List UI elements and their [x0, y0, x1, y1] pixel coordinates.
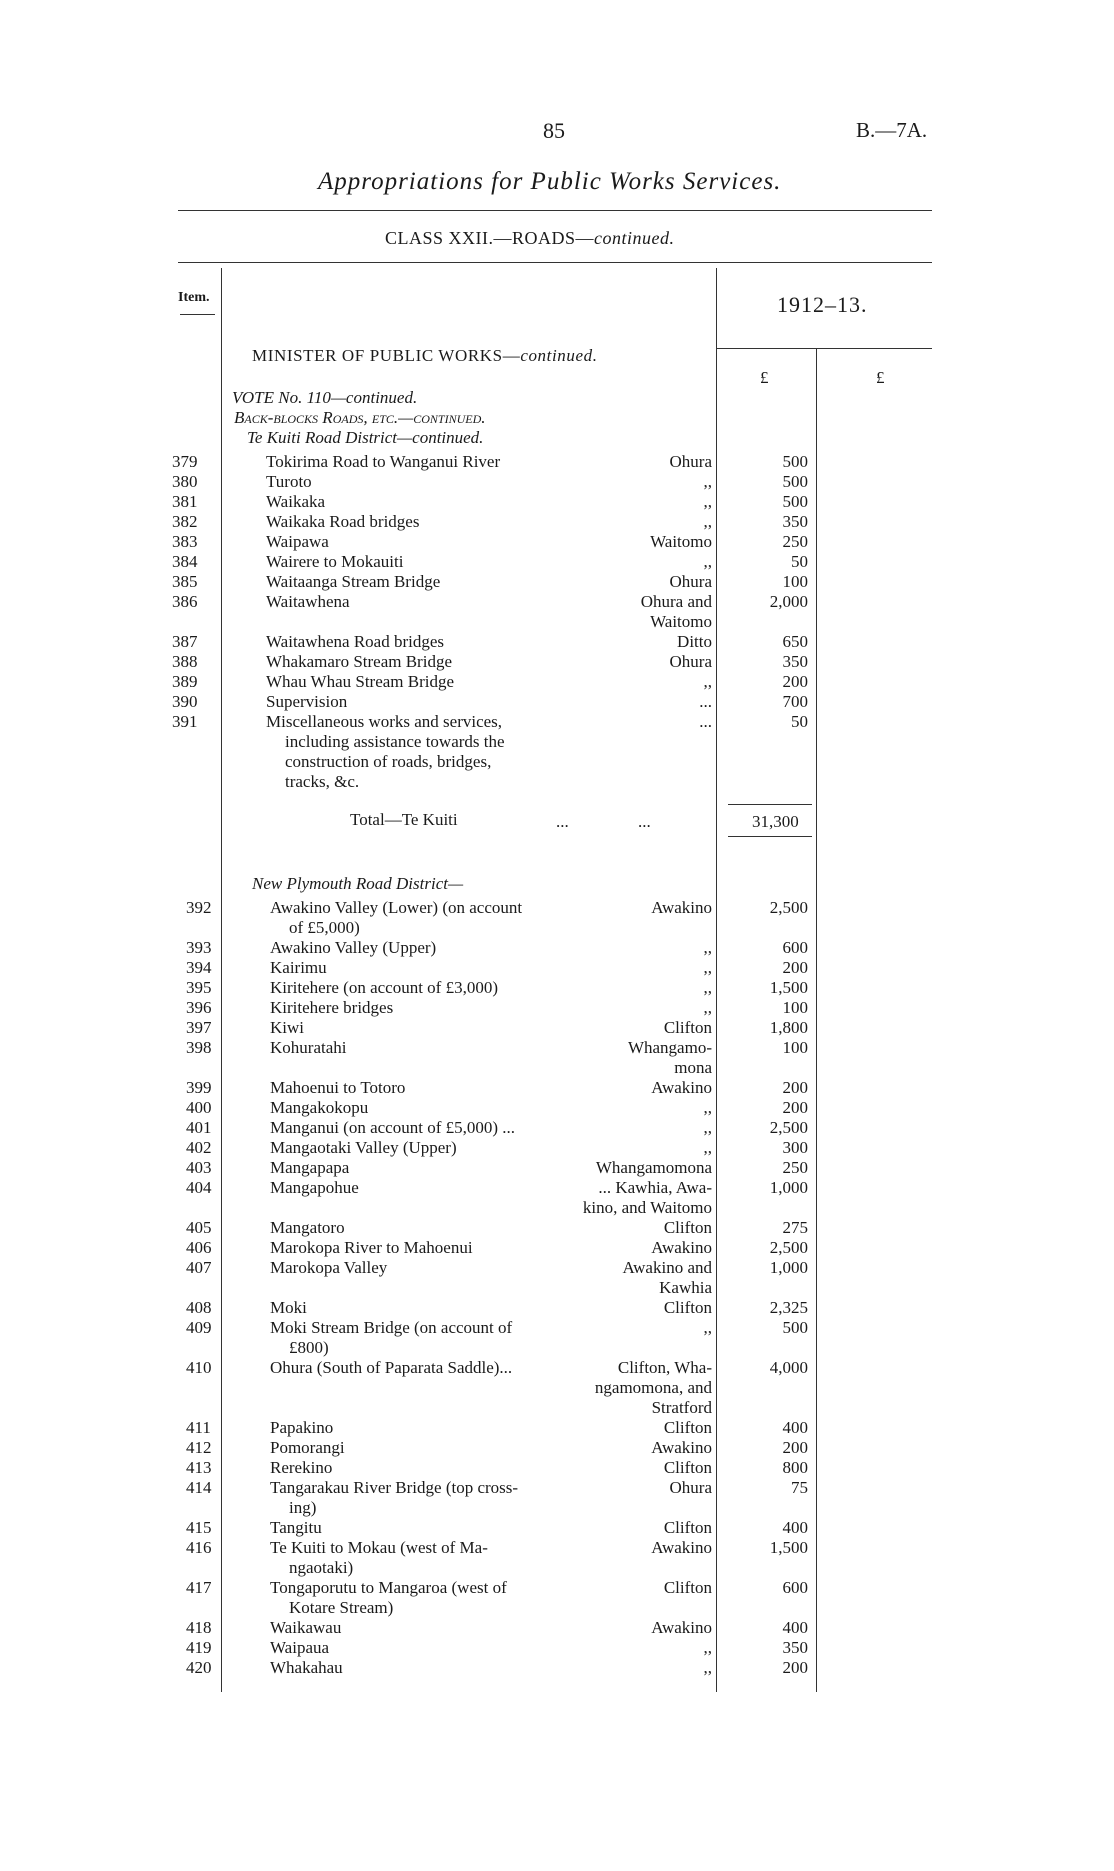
item-name: Awakino Valley (Upper) [270, 938, 437, 957]
electorate: Ohura and [640, 592, 712, 611]
total-te-kuiti-amount: 31,300 [752, 812, 799, 831]
item-name: Waikaka Road bridges [266, 512, 420, 531]
item-name: Mangapapa [270, 1158, 350, 1177]
electorate: ,, [703, 1318, 712, 1337]
electorate: ,, [703, 472, 712, 491]
dots: ... [556, 812, 569, 831]
item-number: 387 [172, 632, 198, 651]
item-name-line-2: ing) [289, 1498, 317, 1517]
item-number: 414 [186, 1478, 212, 1497]
item-name: Mangaotaki Valley (Upper) [270, 1138, 457, 1157]
misc-continuation-line: construction of roads, bridges, [285, 752, 492, 771]
item-number: 415 [186, 1518, 212, 1537]
electorate: Ohura [669, 1478, 712, 1497]
item-number: 400 [186, 1098, 212, 1117]
item-number: 411 [186, 1418, 211, 1437]
electorate-line-2: Kawhia [659, 1278, 712, 1297]
item-number: 408 [186, 1298, 212, 1317]
electorate: ,, [703, 512, 712, 531]
electorate: Clifton, Wha- [617, 1358, 712, 1377]
electorate-line-2: Waitomo [650, 612, 712, 631]
amount: 200 [782, 1078, 808, 1097]
total-te-kuiti-label: Total—Te Kuiti [350, 810, 458, 829]
electorate: Awakino and [622, 1258, 712, 1277]
page-number: 85 [543, 118, 565, 143]
item-number: 379 [172, 452, 198, 471]
item-number: 419 [186, 1638, 212, 1657]
amount: 800 [782, 1458, 808, 1477]
rule [178, 210, 932, 211]
electorate-line-2: ngamomona, and [594, 1378, 712, 1397]
item-number: 389 [172, 672, 198, 691]
te-kuiti-district-heading: Te Kuiti Road District—continued. [247, 428, 484, 447]
item-number: 390 [172, 692, 198, 711]
item-name: Waikawau [270, 1618, 342, 1637]
item-number: 401 [186, 1118, 212, 1137]
item-number: 384 [172, 552, 198, 571]
amount: 1,800 [769, 1018, 808, 1037]
amount: 1,000 [769, 1178, 808, 1197]
item-number: 409 [186, 1318, 212, 1337]
electorate: Whangamomona [595, 1158, 712, 1177]
amount: 650 [782, 632, 808, 651]
electorate: ,, [703, 1118, 712, 1137]
document-reference: B.—7A. [856, 118, 928, 142]
amount: 500 [782, 452, 808, 471]
item-name: Whakamaro Stream Bridge [266, 652, 452, 671]
item-name: Waitaanga Stream Bridge [266, 572, 441, 591]
item-name: Whau Whau Stream Bridge [266, 672, 455, 691]
item-number: 388 [172, 652, 198, 671]
item-name: Ohura (South of Paparata Saddle)... [270, 1358, 513, 1377]
item-name: Kiritehere (on account of £3,000) [270, 978, 498, 997]
minister-heading-main: MINISTER OF PUBLIC WORKS— [252, 346, 521, 365]
electorate: Clifton [663, 1418, 712, 1437]
amount: 2,500 [769, 898, 808, 917]
amount: 75 [791, 1478, 808, 1497]
electorate: Awakino [651, 1078, 712, 1097]
item-number: 410 [186, 1358, 212, 1377]
item-number: 417 [186, 1578, 212, 1597]
electorate: ... [699, 692, 712, 711]
item-name: Whakahau [270, 1658, 343, 1677]
amount: 200 [782, 672, 808, 691]
year-header: 1912–13. [777, 292, 868, 317]
amount: 50 [791, 712, 808, 731]
item-number: 418 [186, 1618, 212, 1637]
amount: 400 [782, 1518, 808, 1537]
pound-symbol: £ [876, 368, 885, 387]
column-divider [816, 348, 817, 1692]
amount: 100 [782, 1038, 808, 1057]
item-number: 392 [186, 898, 212, 917]
misc-continuation-line: tracks, &c. [285, 772, 360, 791]
electorate: Clifton [663, 1218, 712, 1237]
rule [717, 348, 932, 349]
electorate: Whangamo- [627, 1038, 712, 1057]
electorate: Awakino [651, 1438, 712, 1457]
amount: 600 [782, 938, 808, 957]
item-name: Manganui (on account of £5,000) ... [270, 1118, 516, 1137]
vote-heading: VOTE No. 110—continued. [232, 388, 418, 407]
item-number: 385 [172, 572, 198, 591]
item-name: Marokopa River to Mahoenui [270, 1238, 473, 1257]
column-divider [221, 268, 222, 1692]
electorate: Ditto [677, 632, 712, 651]
column-divider [716, 268, 717, 1692]
item-name: Kiwi [270, 1018, 304, 1037]
amount: 400 [782, 1618, 808, 1637]
rule [180, 314, 215, 315]
electorate: Clifton [663, 1578, 712, 1597]
item-name: Tongaporutu to Mangaroa (west of [270, 1578, 507, 1597]
item-name: Wairere to Mokauiti [266, 552, 404, 571]
page-title: Appropriations for Public Works Services. [318, 168, 782, 195]
item-number: 393 [186, 938, 212, 957]
item-number: 395 [186, 978, 212, 997]
amount: 500 [782, 472, 808, 491]
item-name: Turoto [266, 472, 312, 491]
class-heading-main: CLASS XXII.—ROADS— [385, 228, 595, 248]
item-name: Moki [270, 1298, 307, 1317]
electorate: Ohura [669, 652, 712, 671]
amount: 350 [782, 652, 808, 671]
electorate: Awakino [651, 1538, 712, 1557]
item-number: 398 [186, 1038, 212, 1057]
electorate: Ohura [669, 572, 712, 591]
item-name: Mahoenui to Totoro [270, 1078, 406, 1097]
amount: 250 [782, 532, 808, 551]
item-name: Tokirima Road to Wanganui River [266, 452, 501, 471]
amount: 100 [782, 998, 808, 1017]
item-number: 396 [186, 998, 212, 1017]
item-name: Tangarakau River Bridge (top cross- [270, 1478, 519, 1497]
amount: 1,500 [769, 1538, 808, 1557]
item-number: 394 [186, 958, 212, 977]
electorate: ,, [703, 1638, 712, 1657]
item-name: Kairimu [270, 958, 327, 977]
amount: 4,000 [769, 1358, 808, 1377]
item-number: 416 [186, 1538, 212, 1557]
item-name: Waipaua [270, 1638, 330, 1657]
electorate: Waitomo [650, 532, 712, 551]
amount: 2,325 [769, 1298, 808, 1317]
amount: 275 [782, 1218, 808, 1237]
class-heading [385, 228, 675, 249]
amount: 1,000 [769, 1258, 808, 1277]
item-name: Waikaka [266, 492, 326, 511]
class-heading-continued: continued. [594, 228, 675, 248]
item-number: 380 [172, 472, 198, 491]
electorate: Clifton [663, 1518, 712, 1537]
electorate: ,, [703, 998, 712, 1017]
amount: 250 [782, 1158, 808, 1177]
amount: 500 [782, 1318, 808, 1337]
total-rule-top [728, 804, 812, 805]
amount: 350 [782, 512, 808, 531]
dots: ... [638, 812, 651, 831]
item-name-line-2: £800) [289, 1338, 329, 1357]
amount: 400 [782, 1418, 808, 1437]
item-name: Waipawa [266, 532, 329, 551]
electorate: Clifton [663, 1018, 712, 1037]
item-number: 406 [186, 1238, 212, 1257]
amount: 600 [782, 1578, 808, 1597]
amount: 700 [782, 692, 808, 711]
amount: 2,000 [769, 592, 808, 611]
total-rule-bottom [728, 836, 812, 837]
electorate: ,, [703, 1138, 712, 1157]
minister-heading-continued: continued. [520, 346, 598, 365]
minister-heading [252, 346, 598, 366]
electorate: ... [699, 712, 712, 731]
item-name-line-2: of £5,000) [289, 918, 360, 937]
item-number: 420 [186, 1658, 212, 1677]
item-number: 404 [186, 1178, 212, 1197]
electorate: ,, [703, 978, 712, 997]
item-name-line-2: Kotare Stream) [289, 1598, 394, 1617]
electorate: ,, [703, 1098, 712, 1117]
electorate: ,, [703, 1658, 712, 1677]
amount: 300 [782, 1138, 808, 1157]
electorate: ,, [703, 938, 712, 957]
item-number: 381 [172, 492, 198, 511]
item-number: 383 [172, 532, 198, 551]
item-name: Mangatoro [270, 1218, 345, 1237]
item-name: Waitawhena Road bridges [266, 632, 445, 651]
amount: 350 [782, 1638, 808, 1657]
item-number: 402 [186, 1138, 212, 1157]
item-name: Marokopa Valley [270, 1258, 388, 1277]
item-name: Te Kuiti to Mokau (west of Ma- [270, 1538, 488, 1557]
amount: 200 [782, 1438, 808, 1457]
item-name: Papakino [270, 1418, 334, 1437]
amount: 200 [782, 1658, 808, 1677]
electorate: ,, [703, 552, 712, 571]
item-name: Kiritehere bridges [270, 998, 394, 1017]
item-number: 397 [186, 1018, 212, 1037]
rule [178, 262, 932, 263]
item-name: Moki Stream Bridge (on account of [270, 1318, 513, 1337]
item-number: 391 [172, 712, 198, 731]
amount: 100 [782, 572, 808, 591]
item-name: Awakino Valley (Lower) (on account [270, 898, 523, 917]
pound-symbol: £ [760, 368, 769, 387]
item-name: Mangapohue [270, 1178, 359, 1197]
electorate: ,, [703, 492, 712, 511]
amount: 50 [791, 552, 808, 571]
electorate: Ohura [669, 452, 712, 471]
electorate-line-3: Stratford [651, 1398, 712, 1417]
item-number: 413 [186, 1458, 212, 1477]
item-name: Waitawhena [266, 592, 350, 611]
amount: 500 [782, 492, 808, 511]
item-name: Mangakokopu [270, 1098, 369, 1117]
misc-continuation-line: including assistance towards the [285, 732, 505, 751]
item-name: Pomorangi [270, 1438, 345, 1457]
electorate: Clifton [663, 1458, 712, 1477]
electorate: Clifton [663, 1298, 712, 1317]
item-name: Miscellaneous works and services, [266, 712, 503, 731]
item-column-header: Item. [178, 290, 210, 305]
amount: 1,500 [769, 978, 808, 997]
item-number: 399 [186, 1078, 212, 1097]
item-number: 405 [186, 1218, 212, 1237]
amount: 200 [782, 958, 808, 977]
electorate-line-2: kino, and Waitomo [582, 1198, 712, 1217]
item-number: 412 [186, 1438, 212, 1457]
electorate: Awakino [651, 1238, 712, 1257]
item-number: 386 [172, 592, 198, 611]
electorate: Awakino [651, 1618, 712, 1637]
electorate: ,, [703, 672, 712, 691]
electorate: Awakino [651, 898, 712, 917]
amount: 2,500 [769, 1238, 808, 1257]
new-plymouth-district-heading: New Plymouth Road District— [252, 874, 464, 893]
item-number: 403 [186, 1158, 212, 1177]
item-name: Supervision [266, 692, 348, 711]
item-name-line-2: ngaotaki) [289, 1558, 354, 1577]
amount: 2,500 [769, 1118, 808, 1137]
backblocks-heading: Back-blocks Roads, etc.—continued. [234, 408, 486, 427]
item-name: Kohuratahi [270, 1038, 347, 1057]
item-number: 407 [186, 1258, 212, 1277]
electorate: ,, [703, 958, 712, 977]
electorate-line-2: mona [674, 1058, 712, 1077]
item-name: Tangitu [270, 1518, 322, 1537]
item-number: 382 [172, 512, 198, 531]
item-name: Rerekino [270, 1458, 333, 1477]
electorate: ... Kawhia, Awa- [598, 1178, 712, 1197]
amount: 200 [782, 1098, 808, 1117]
